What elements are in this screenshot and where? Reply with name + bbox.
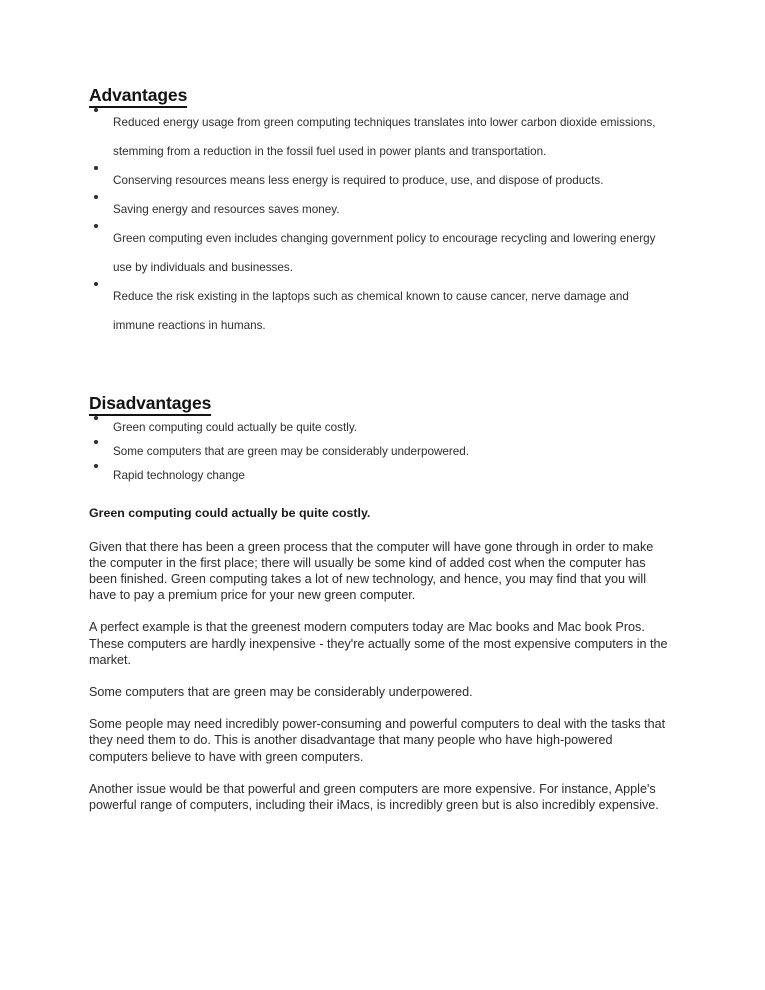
list-item xyxy=(89,108,671,166)
list-item-text: Reduce the risk existing in the laptops such as chemical known to cause cancer, nerve damage and immune reactions in humans. xyxy=(113,290,629,333)
heading-advantages: Advantages xyxy=(89,85,187,108)
list-item-text: Some computers that are green may be considerably underpowered. xyxy=(113,445,470,459)
bullet-point-icon xyxy=(94,440,98,444)
advantages-heading-wrapper xyxy=(89,0,671,108)
paragraph: Given that there has been a green process that the computer will have gone through in order to make the computer in the first place; there will usually be some kind of added cost when the computer has been finished. Green computing takes a lot of new technology, and hence, you may find that you will have to pay a premium price for your new green computer. xyxy=(89,539,654,603)
disadvantages-bullet-list xyxy=(89,416,671,488)
heading-disadvantages: Disadvantages xyxy=(89,393,211,416)
bullet-point-icon xyxy=(94,108,98,112)
paragraph: A perfect example is that the greenest modern computers today are Mac books and Mac book Pros. These computers are hardly inexpensive - they're actually some of the most expensive computers in the market. xyxy=(89,620,668,667)
list-item xyxy=(89,224,671,282)
paragraph: Some computers that are green may be considerably underpowered. xyxy=(89,685,473,700)
advantages-bullet-list xyxy=(89,108,671,340)
document-content xyxy=(89,0,671,813)
subheading-green-computing-costly: Green computing could actually be quite costly. xyxy=(89,506,371,521)
disadvantages-heading-wrapper xyxy=(89,340,671,416)
list-item xyxy=(89,166,671,195)
list-item xyxy=(89,195,671,224)
list-item xyxy=(89,440,671,464)
paragraph: Another issue would be that powerful and green computers are more expensive. For instance, Apple's powerful range of computers, including their iMacs, is incredibly green but is also incredibly expensive. xyxy=(89,781,659,813)
bullet-point-icon xyxy=(94,166,98,170)
list-item xyxy=(89,416,671,440)
list-item xyxy=(89,282,671,340)
list-item-text: Green computing could actually be quite costly. xyxy=(113,421,358,435)
list-item-text: Conserving resources means less energy is required to produce, use, and dispose of products. xyxy=(113,174,604,188)
list-item-text: Rapid technology change xyxy=(113,469,245,483)
list-item-text: Saving energy and resources saves money. xyxy=(113,203,340,217)
list-item xyxy=(89,464,671,488)
bullet-point-icon xyxy=(94,464,98,468)
bullet-point-icon xyxy=(94,416,98,420)
list-item-text: Reduced energy usage from green computing techniques translates into lower carbon dioxide emissions, stemming from a reduction in the fossil fuel used in power plants and transportation. xyxy=(113,116,656,159)
bullet-point-icon xyxy=(94,224,98,228)
bullet-point-icon xyxy=(94,195,98,199)
list-item-text: Green computing even includes changing government policy to encourage recycling and lowering energy use by individuals and businesses. xyxy=(113,232,656,275)
bullet-point-icon xyxy=(94,282,98,286)
paragraph: Some people may need incredibly power-consuming and powerful computers to deal with the tasks that they need them to do. This is another disadvantage that many people who have high-powered computers believe to have with green computers. xyxy=(89,717,666,764)
